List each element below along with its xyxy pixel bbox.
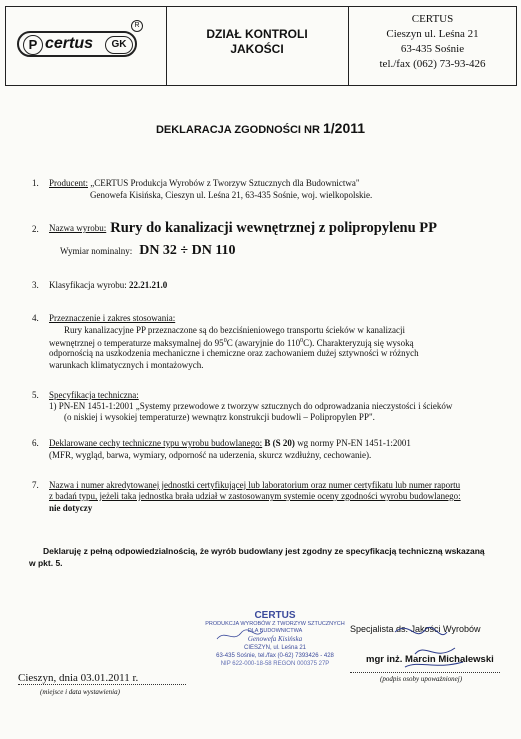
- signer-name: mgr inż. Marcin Michalewski: [366, 654, 494, 665]
- declared-features-norm: wg normy PN-EN 1451-1:2001: [297, 438, 411, 448]
- section-3: [49, 280, 167, 291]
- address-city: 63-435 Sośnie: [400, 43, 465, 55]
- header-title-line1: DZIAŁ KONTROLI: [206, 27, 308, 41]
- company-address: [348, 12, 517, 72]
- nominal-dimension: [60, 242, 236, 260]
- address-street: Cieszyn ul. Leśna 21: [386, 28, 479, 40]
- section-7-number: 7.: [32, 480, 39, 490]
- stamp-line4: Genowefa Kisińska: [247, 635, 303, 643]
- company-name: CERTUS: [411, 13, 454, 25]
- specification-label: Specyfikacja techniczna:: [49, 390, 139, 400]
- producer-line2: Genowefa Kisińska, Cieszyn ul. Leśna 21, 63-435 Sośnie, woj. wielkopolskie.: [90, 190, 373, 200]
- certus-logo: [17, 31, 137, 57]
- header-title: [166, 27, 348, 57]
- nominal-dimension-value: DN 32 ÷ DN 110: [139, 243, 236, 259]
- stamp-line3: DLA BUDOWNICTWA: [247, 628, 303, 634]
- purpose-line1: Rury kanalizacyjne PP przeznaczone są do bezciśnieniowego transportu ścieków w kanalizacji: [64, 325, 406, 335]
- section-2-number: 2.: [32, 224, 39, 234]
- purpose-line2-b: C (awaryjnie do 110: [226, 338, 301, 348]
- stamp-signature-scribble: [215, 627, 265, 645]
- logo-wordmark: certus: [45, 35, 94, 52]
- degree-superscript: 0: [223, 338, 227, 344]
- logo-gk-mark: GK: [105, 36, 133, 54]
- declared-features-label: Deklarowane cechy techniczne typu wyrobu budowlanego:: [49, 438, 263, 448]
- place-date-line: [18, 684, 186, 685]
- stamp-line1: CERTUS: [254, 610, 296, 621]
- degree-superscript: 0: [300, 338, 304, 344]
- section-4-number: 4.: [32, 313, 39, 323]
- header-title-line2: JAKOŚCI: [230, 42, 284, 56]
- section-5-number: 5.: [32, 390, 39, 400]
- registered-mark: R: [131, 20, 143, 32]
- section-6: [49, 438, 514, 449]
- statement-line2: w pkt. 5.: [29, 558, 63, 568]
- declared-features-line2: (MFR, wygląd, barwa, wymiary, odporność na uderzenia, skurcz wzdłużny, cechowanie).: [49, 450, 372, 460]
- purpose-line2-a: wewnętrznej o temperaturze maksymalnej do 95: [49, 338, 224, 348]
- place-date: Cieszyn, dnia 03.01.2011 r.: [18, 672, 139, 684]
- declaration-number: 1/2011: [323, 120, 366, 136]
- purpose-label: Przeznaczenie i zakres stosowania:: [49, 313, 176, 323]
- declaration-title-text: DEKLARACJA ZGODNOŚCI NR: [155, 124, 320, 136]
- classification-value: 22.21.21.0: [128, 280, 168, 290]
- stamp-line5: CIESZYN, ul. Leśna 21: [243, 645, 307, 651]
- producer-label: Producent:: [49, 178, 88, 188]
- specification-line2: (o niskiej i wysokiej temperaturze) wewnątrz konstrukcji budowli – Polipropylen PP".: [64, 412, 375, 422]
- section-2: [49, 219, 519, 237]
- product-name: Rury do kanalizacji wewnętrznej z polipropylenu PP: [110, 219, 438, 236]
- nominal-dimension-label: Wymiar nominalny:: [60, 245, 133, 256]
- place-date-caption: (miejsce i data wystawienia): [40, 688, 120, 696]
- stamp-line6: 63-435 Sośnie, tel./fax (0-62) 7393426 - 428: [216, 653, 334, 659]
- section-6-number: 6.: [32, 438, 39, 448]
- signer-title: Specjalista ds. Jakości Wyrobów: [350, 624, 481, 634]
- declaration-title: [0, 120, 521, 136]
- purpose-line2-c: C). Charakteryzują się wysoką: [303, 338, 414, 348]
- stamp-line7: NIP 622-000-18-58 REGON 000375 27P: [220, 661, 330, 667]
- signature-line: [350, 672, 500, 673]
- producer-line1: „CERTUS Produkcja Wyrobów z Tworzyw Sztucznych dla Budownictwa": [90, 178, 360, 188]
- handwritten-signature: [385, 612, 475, 677]
- certification-line2: z badań typu, jeżeli taka jednostka brała udział w zastosowanym systemie oceny zgodności wyrobu budowlanego:: [49, 491, 461, 501]
- section-1: [49, 178, 509, 189]
- certification-value: nie dotyczy: [49, 503, 93, 513]
- certification-line1: Nazwa i numer akredytowanej jednostki certyfikującej lub laboratorium oraz numer certyfikatu lub numer raportu: [49, 480, 461, 490]
- declared-features-value: B (S 20): [264, 438, 295, 448]
- purpose-line4: warunkach klimatycznych i montażowych.: [49, 360, 204, 370]
- product-name-label: Nazwa wyrobu:: [49, 222, 107, 233]
- address-phone: tel./fax (062) 73-93-426: [379, 58, 486, 70]
- purpose-line3: odpornością na uszkodzenia mechaniczne i chemiczne oraz zachowaniem dużej sztywności w różnych: [49, 348, 419, 358]
- signer-caption: (podpis osoby upoważnionej): [380, 675, 463, 683]
- classification-label: Klasyfikacja wyrobu:: [49, 280, 127, 290]
- section-1-number: 1.: [32, 178, 39, 188]
- statement-line1: Deklaruję z pełną odpowiedzialnością, że wyrób budowlany jest zgodny ze specyfikacją techniczną wskazaną: [43, 546, 485, 556]
- section-3-number: 3.: [32, 280, 39, 290]
- logo-p-mark: P: [23, 35, 43, 55]
- stamp-line2: PRODUKCJA WYROBÓW Z TWORZYW SZTUCZNYCH: [205, 621, 345, 627]
- specification-line1: 1) PN-EN 1451-1:2001 „Systemy przewodowe z tworzyw sztucznych do odprowadzania nieczystości i ścieków: [49, 401, 453, 411]
